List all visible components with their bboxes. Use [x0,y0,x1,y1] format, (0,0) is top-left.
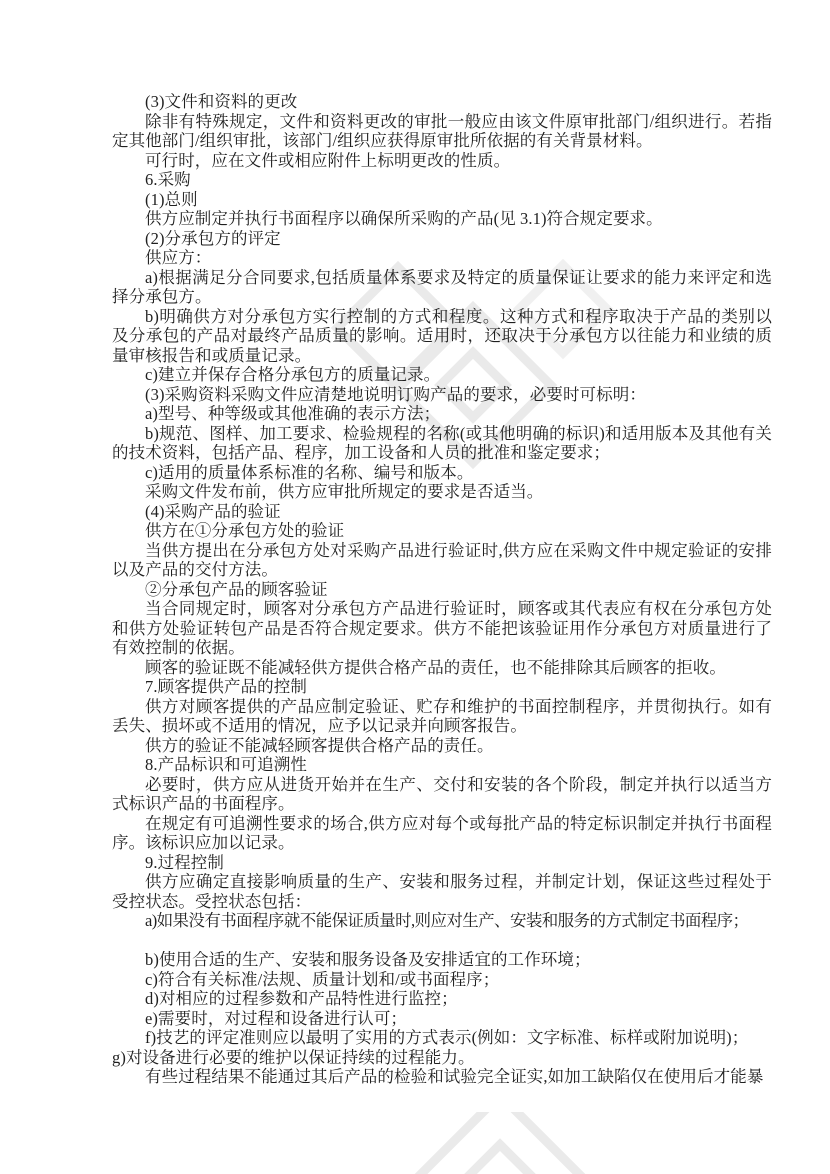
paragraph: b)明确供方对分承包方实行控制的方式和程度。这种方式和程序取决于产品的类别以及分承包的产品对最终产品质量的影响。适用时，还取决于分承包方以往能力和业绩的质量审核报告和或质量记录。 [112,306,772,365]
paragraph: 8.产品标识和可追溯性 [145,755,307,774]
paragraph: 采购文件发布前，供方应审批所规定的要求是否适当。 [145,482,544,501]
document-body [112,92,772,1087]
paragraph: (3)文件和资料的更改 [145,92,298,111]
paragraph: ②分承包产品的顾客验证 [145,579,328,599]
paragraph: 7.顾客提供产品的控制 [145,677,307,696]
paragraph: 供方在①分承包方处的验证 [145,521,345,540]
paragraph: c)符合有关标准/法规、质量计划和/或书面程序； [145,969,500,989]
paragraph: a)如果没有书面程序就不能保证质量时,则应对生产、安装和服务的方式制定书面程序； [145,911,749,930]
paragraph: b)使用合适的生产、安装和服务设备及安排适宜的工作环境； [145,950,591,969]
paragraph: g)对设备进行必要的维护以保证持续的过程能力。 [112,1047,475,1067]
paragraph: 供应方： [145,248,212,267]
paragraph: d)对相应的过程参数和产品特性进行监控； [145,989,458,1008]
paragraph: a)根据满足分合同要求,包括质量体系要求及特定的质量保证让要求的能力来评定和选择分承包方。 [112,267,772,306]
paragraph: e)需要时，对过程和设备进行认可； [145,1008,408,1028]
paragraph: 6.采购 [145,170,191,189]
paragraph: b)规范、图样、加工要求、检验规程的名称(或其他明确的标识)和适用版本及其他有关的技术资料，包括产品、程序，加工设备和人员的批准和鉴定要求； [112,423,772,462]
paragraph: 顾客的验证既不能减轻供方提供合格产品的责任，也不能排除其后顾客的拒收。 [145,657,726,677]
paragraph: 供方应制定并执行书面程序以确保所采购的产品(见 3.1)符合规定要求。 [145,209,663,228]
paragraph: 当合同规定时，顾客对分承包方产品进行验证时，顾客或其代表应有权在分承包方处和供方处验证转包产品是否符合规定要求。供方不能把该验证用作分承包方对质量进行了有效控制的依据。 [112,599,772,657]
paragraph: c)适用的质量体系标准的名称、编号和版本。 [145,462,474,482]
paragraph: 供方对顾客提供的产品应制定验证、贮存和维护的书面控制程序，并贯彻执行。如有丢失、损坏或不适用的情况，应予以记录并向顾客报告。 [112,696,772,735]
paragraph: (3)采购资料采购文件应清楚地说明订购产品的要求，必要时可标明： [145,384,646,404]
paragraph: c)建立并保存合格分承包方的质量记录。 [145,365,441,384]
paragraph: 除非有特殊规定，文件和资料更改的审批一般应由该文件原审批部门/组织进行。若指定其他部门/组织审批，该部门/组织应获得原审批所依据的有关背景材料。 [112,111,772,150]
paragraph: 必要时，供方应从进货开始并在生产、交付和安装的各个阶段，制定并执行以适当方式标识产品的书面程序。 [112,774,772,813]
watermark-diamond-logo-bottom-icon [410,1112,590,1174]
paragraph: 供方的验证不能减轻顾客提供合格产品的责任。 [145,735,494,755]
paragraph: (2)分承包方的评定 [145,228,281,248]
paragraph: 当供方提出在分承包方处对采购产品进行验证时,供方应在采购文件中规定验证的安排以及产品的交付方法。 [112,540,772,579]
paragraph: 9.过程控制 [145,852,224,872]
paragraph: 供方应确定直接影响质量的生产、安装和服务过程，并制定计划，保证这些过程处于受控状态。受控状态包括： [112,872,772,911]
paragraph: (4)采购产品的验证 [145,501,281,521]
paragraph: 可行时，应在文件或相应附件上标明更改的性质。 [145,150,511,170]
paragraph: f)技艺的评定准则应以最明了实用的方式表示(例如：文字标准、标样或附加说明)； [145,1028,749,1047]
paragraph: 有些过程结果不能通过其后产品的检验和试验完全证实,如加工缺陷仅在使用后才能暴 [145,1067,764,1086]
paragraph: 在规定有可追溯性要求的场合,供方应对每个或每批产品的特定标识制定并执行书面程序。该标识应加以记录。 [112,813,772,852]
paragraph: (1)总则 [145,189,198,209]
paragraph: a)型号、种等级或其他准确的表示方法； [145,404,441,423]
blank-line [112,931,772,951]
